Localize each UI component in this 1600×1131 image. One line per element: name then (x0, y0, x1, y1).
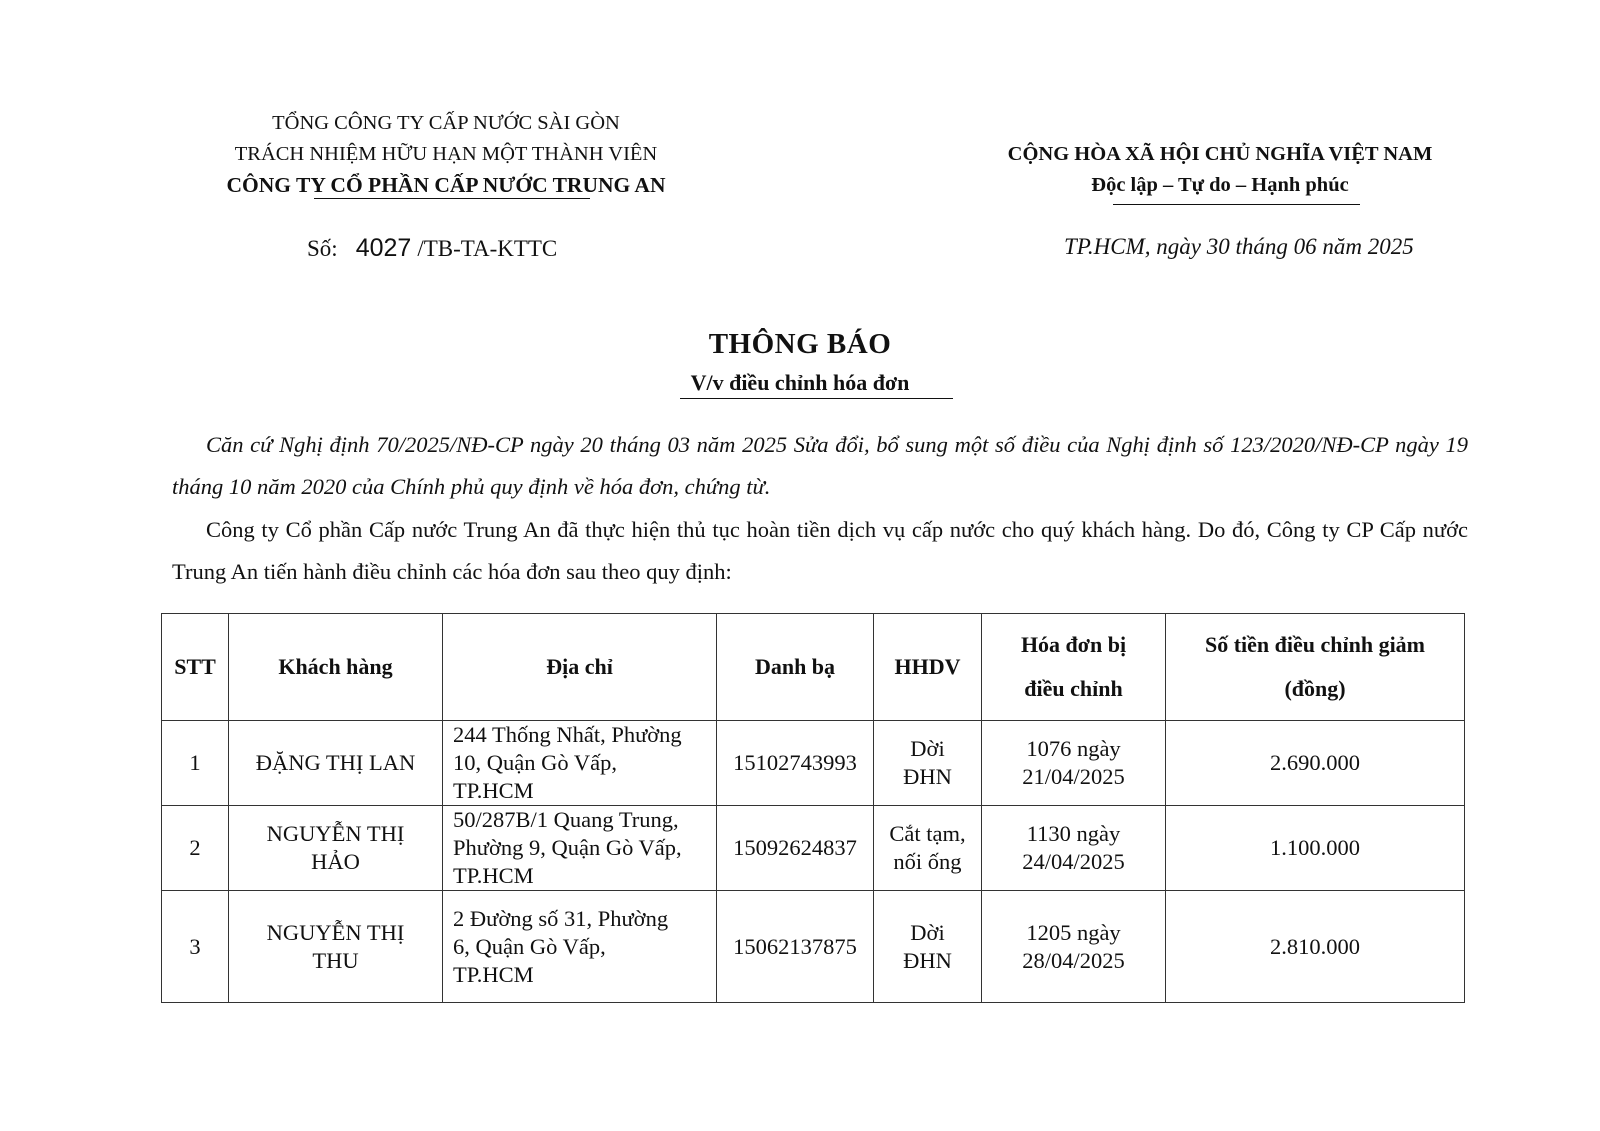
invoice-line2: 24/04/2025 (1022, 849, 1125, 874)
cell-customer (229, 806, 443, 891)
header-invoice-line2: điều chỉnh (1024, 676, 1123, 701)
header-amount-line2: (đồng) (1284, 676, 1346, 701)
document-number-prefix: Số: (307, 236, 338, 261)
header-account: Danh bạ (717, 614, 874, 721)
invoice-line1: 1130 ngày (1026, 821, 1121, 846)
customer-line1: ĐẶNG THỊ LAN (255, 750, 416, 775)
invoice-line1: 1076 ngày (1026, 736, 1121, 761)
header-amount (1166, 614, 1465, 721)
address-line1: 50/287B/1 Quang Trung, (453, 807, 679, 832)
cell-hhdv (874, 891, 982, 1003)
invoice-line2: 21/04/2025 (1022, 764, 1125, 789)
table-row (162, 891, 1465, 1003)
national-name: CỘNG HÒA XÃ HỘI CHỦ NGHĨA VIỆT NAM (1007, 143, 1433, 165)
adjustment-table (161, 613, 1465, 1003)
invoice-line1: 1205 ngày (1026, 919, 1121, 945)
address-line1: 244 Thống Nhất, Phường (453, 722, 682, 747)
table-row (162, 721, 1465, 806)
cell-hhdv (874, 721, 982, 806)
cell-customer (229, 721, 443, 806)
cell-address (443, 891, 717, 1003)
subtitle-underline (680, 398, 953, 399)
cell-invoice (982, 721, 1166, 806)
cell-amount: 2.810.000 (1166, 891, 1465, 1003)
cell-amount: 2.690.000 (1166, 721, 1465, 806)
table-row (162, 806, 1465, 891)
cell-account: 15062137875 (717, 891, 874, 1003)
customer-line1: NGUYỄN THỊ (266, 821, 405, 846)
address-line1: 2 Đường số 31, Phường (453, 905, 669, 931)
cell-customer (229, 891, 443, 1003)
address-line3: TP.HCM (453, 778, 534, 803)
address-line2: 10, Quận Gò Vấp, (453, 750, 617, 775)
cell-stt: 3 (162, 891, 229, 1003)
cell-account: 15092624837 (717, 806, 874, 891)
cell-address (443, 806, 717, 891)
cell-amount: 1.100.000 (1166, 806, 1465, 891)
document-date: TP.HCM, ngày 30 tháng 06 năm 2025 (1064, 234, 1414, 259)
company-name: CÔNG TY CỔ PHẦN CẤP NƯỚC TRUNG AN (226, 173, 666, 197)
hhdv-line1: Dời (910, 736, 945, 761)
cell-address (443, 721, 717, 806)
hhdv-line2: nối ống (893, 849, 962, 874)
national-header (960, 139, 1480, 201)
motto-underline (1113, 204, 1360, 205)
address-line3: TP.HCM (453, 961, 534, 987)
header-invoice (982, 614, 1166, 721)
header-stt: STT (162, 614, 229, 721)
customer-line2: HẢO (311, 849, 360, 874)
header-address: Địa chỉ (443, 614, 717, 721)
cell-invoice (982, 891, 1166, 1003)
parent-company-name: TỔNG CÔNG TY CẤP NƯỚC SÀI GÒN (272, 112, 620, 134)
address-line3: TP.HCM (453, 863, 534, 888)
hhdv-line1: Dời (910, 919, 945, 945)
header-hhdv: HHDV (874, 614, 982, 721)
cell-stt: 1 (162, 721, 229, 806)
table-header-row (162, 614, 1465, 721)
header-customer: Khách hàng (229, 614, 443, 721)
address-line2: 6, Quận Gò Vấp, (453, 933, 606, 959)
cell-stt: 2 (162, 806, 229, 891)
header-amount-line1: Số tiền điều chỉnh giảm (1204, 632, 1426, 657)
cell-hhdv (874, 806, 982, 891)
notice-text: Công ty Cổ phần Cấp nước Trung An đã thực hiện thủ tục hoàn tiền dịch vụ cấp nước cho quý khách hàng. Do đó, Công ty CP Cấp nước Trung An tiến hành điều chỉnh các hóa đơn sau theo quy định: (172, 517, 1468, 584)
document-number (307, 234, 557, 263)
header-invoice-line1: Hóa đơn bị (1020, 632, 1127, 657)
document-title: THÔNG BÁO (708, 328, 892, 360)
company-type: TRÁCH NHIỆM HỮU HẠN MỘT THÀNH VIÊN (234, 143, 658, 165)
address-line2: Phường 9, Quận Gò Vấp, (453, 835, 682, 860)
customer-line1: NGUYỄN THỊ (266, 919, 405, 945)
cell-invoice (982, 806, 1166, 891)
legal-basis-paragraph (172, 424, 1468, 508)
national-motto: Độc lập – Tự do – Hạnh phúc (1091, 174, 1349, 196)
customer-line2: THU (312, 947, 359, 973)
document-number-suffix: /TB-TA-KTTC (417, 236, 558, 261)
invoice-line2: 28/04/2025 (1022, 947, 1125, 973)
notice-paragraph (172, 509, 1468, 593)
legal-basis-text: Căn cứ Nghị định 70/2025/NĐ-CP ngày 20 tháng 03 năm 2025 Sửa đổi, bổ sung một số điều của Nghị định số 123/2020/NĐ-CP ngày 19 tháng 10 năm 2020 của Chính phủ quy định về hóa đơn, chứng từ. (172, 432, 1468, 499)
hhdv-line1: Cắt tạm, (889, 821, 966, 846)
hhdv-line2: ĐHN (903, 947, 952, 973)
issuer-header (186, 108, 706, 201)
issuer-underline (314, 198, 590, 199)
hhdv-line2: ĐHN (903, 764, 952, 789)
document-number-value: 4027 (355, 234, 412, 262)
document-subtitle: V/v điều chỉnh hóa đơn (690, 370, 910, 395)
cell-account: 15102743993 (717, 721, 874, 806)
